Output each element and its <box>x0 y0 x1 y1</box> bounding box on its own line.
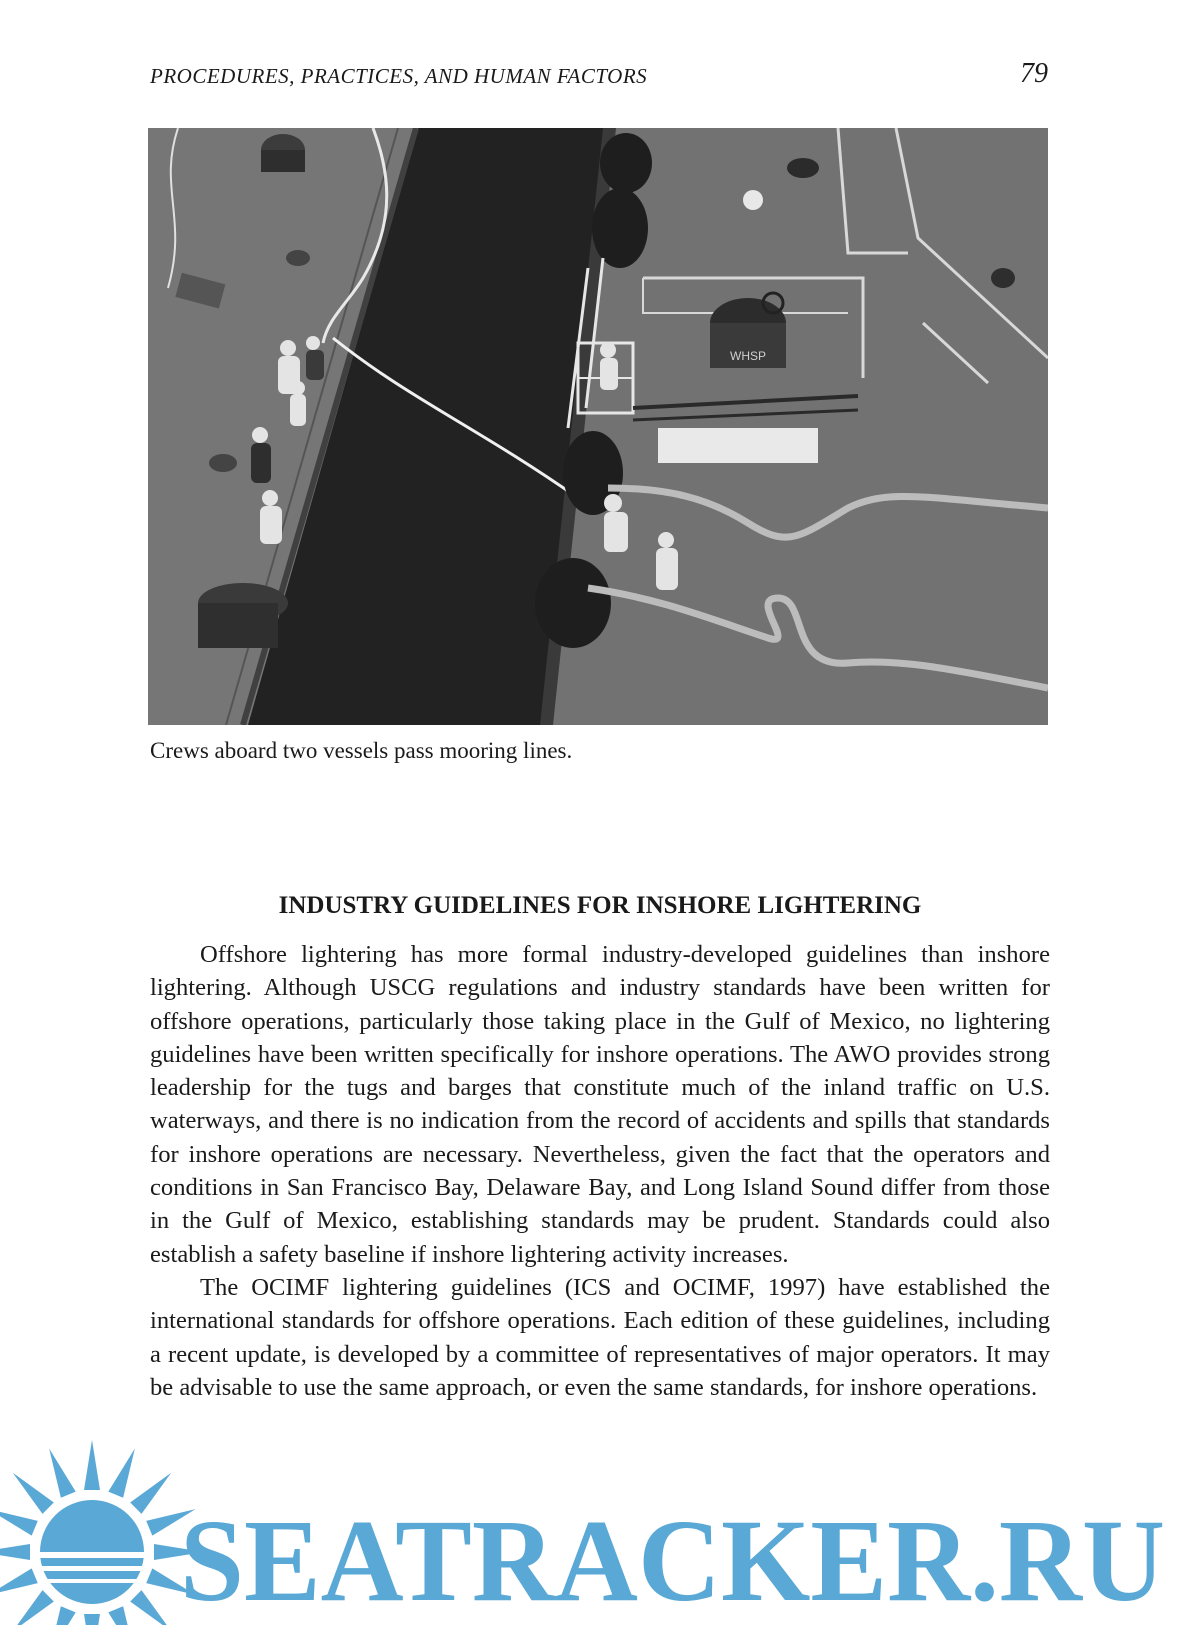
deck-stencil: WHSP <box>730 349 766 363</box>
section-heading: INDUSTRY GUIDELINES FOR INSHORE LIGHTERING <box>278 892 922 919</box>
watermark-text: SEATRACKER.RU <box>180 1495 1165 1625</box>
seatracker-watermark <box>0 1440 1200 1625</box>
paragraph: The OCIMF lightering guidelines (ICS and OCIMF, 1997) have established the international standards for offshore operations. Each edition of these guidelines, including a recent update, is developed by a committee of representatives of major operators. It may be advisable to use the same approach, or even the same standards, for inshore operations. <box>150 1273 1050 1401</box>
running-title: PROCEDURES, PRACTICES, AND HUMAN FACTORS <box>150 64 648 88</box>
paragraph: Offshore lightering has more formal industry-developed guidelines than inshore lightering. Although USCG regulations and industry standards have been written for offshore operations, particularly those taking place in the Gulf of Mexico, no lightering guidelines have been written specifically for inshore operations. The AWO provides strong leadership for the tugs and barges that constitute much of the inland traffic on U.S. waterways, and there is no indication from the record of accidents and spills that standards for inshore operations are necessary. Nevertheless, given the fact that the operators and conditions in San Francisco Bay, Delaware Bay, and Long Island Sound differ from those in the Gulf of Mexico, establishing standards may be prudent. Standards could also establish a safety baseline if inshore lightering activity increases. <box>150 941 1050 1268</box>
body-text <box>150 938 1050 1404</box>
figure-caption: Crews aboard two vessels pass mooring lines. <box>150 738 573 763</box>
mooring-photo <box>148 128 1048 725</box>
page-number: 79 <box>1020 58 1048 89</box>
sun-logo <box>0 1440 204 1625</box>
